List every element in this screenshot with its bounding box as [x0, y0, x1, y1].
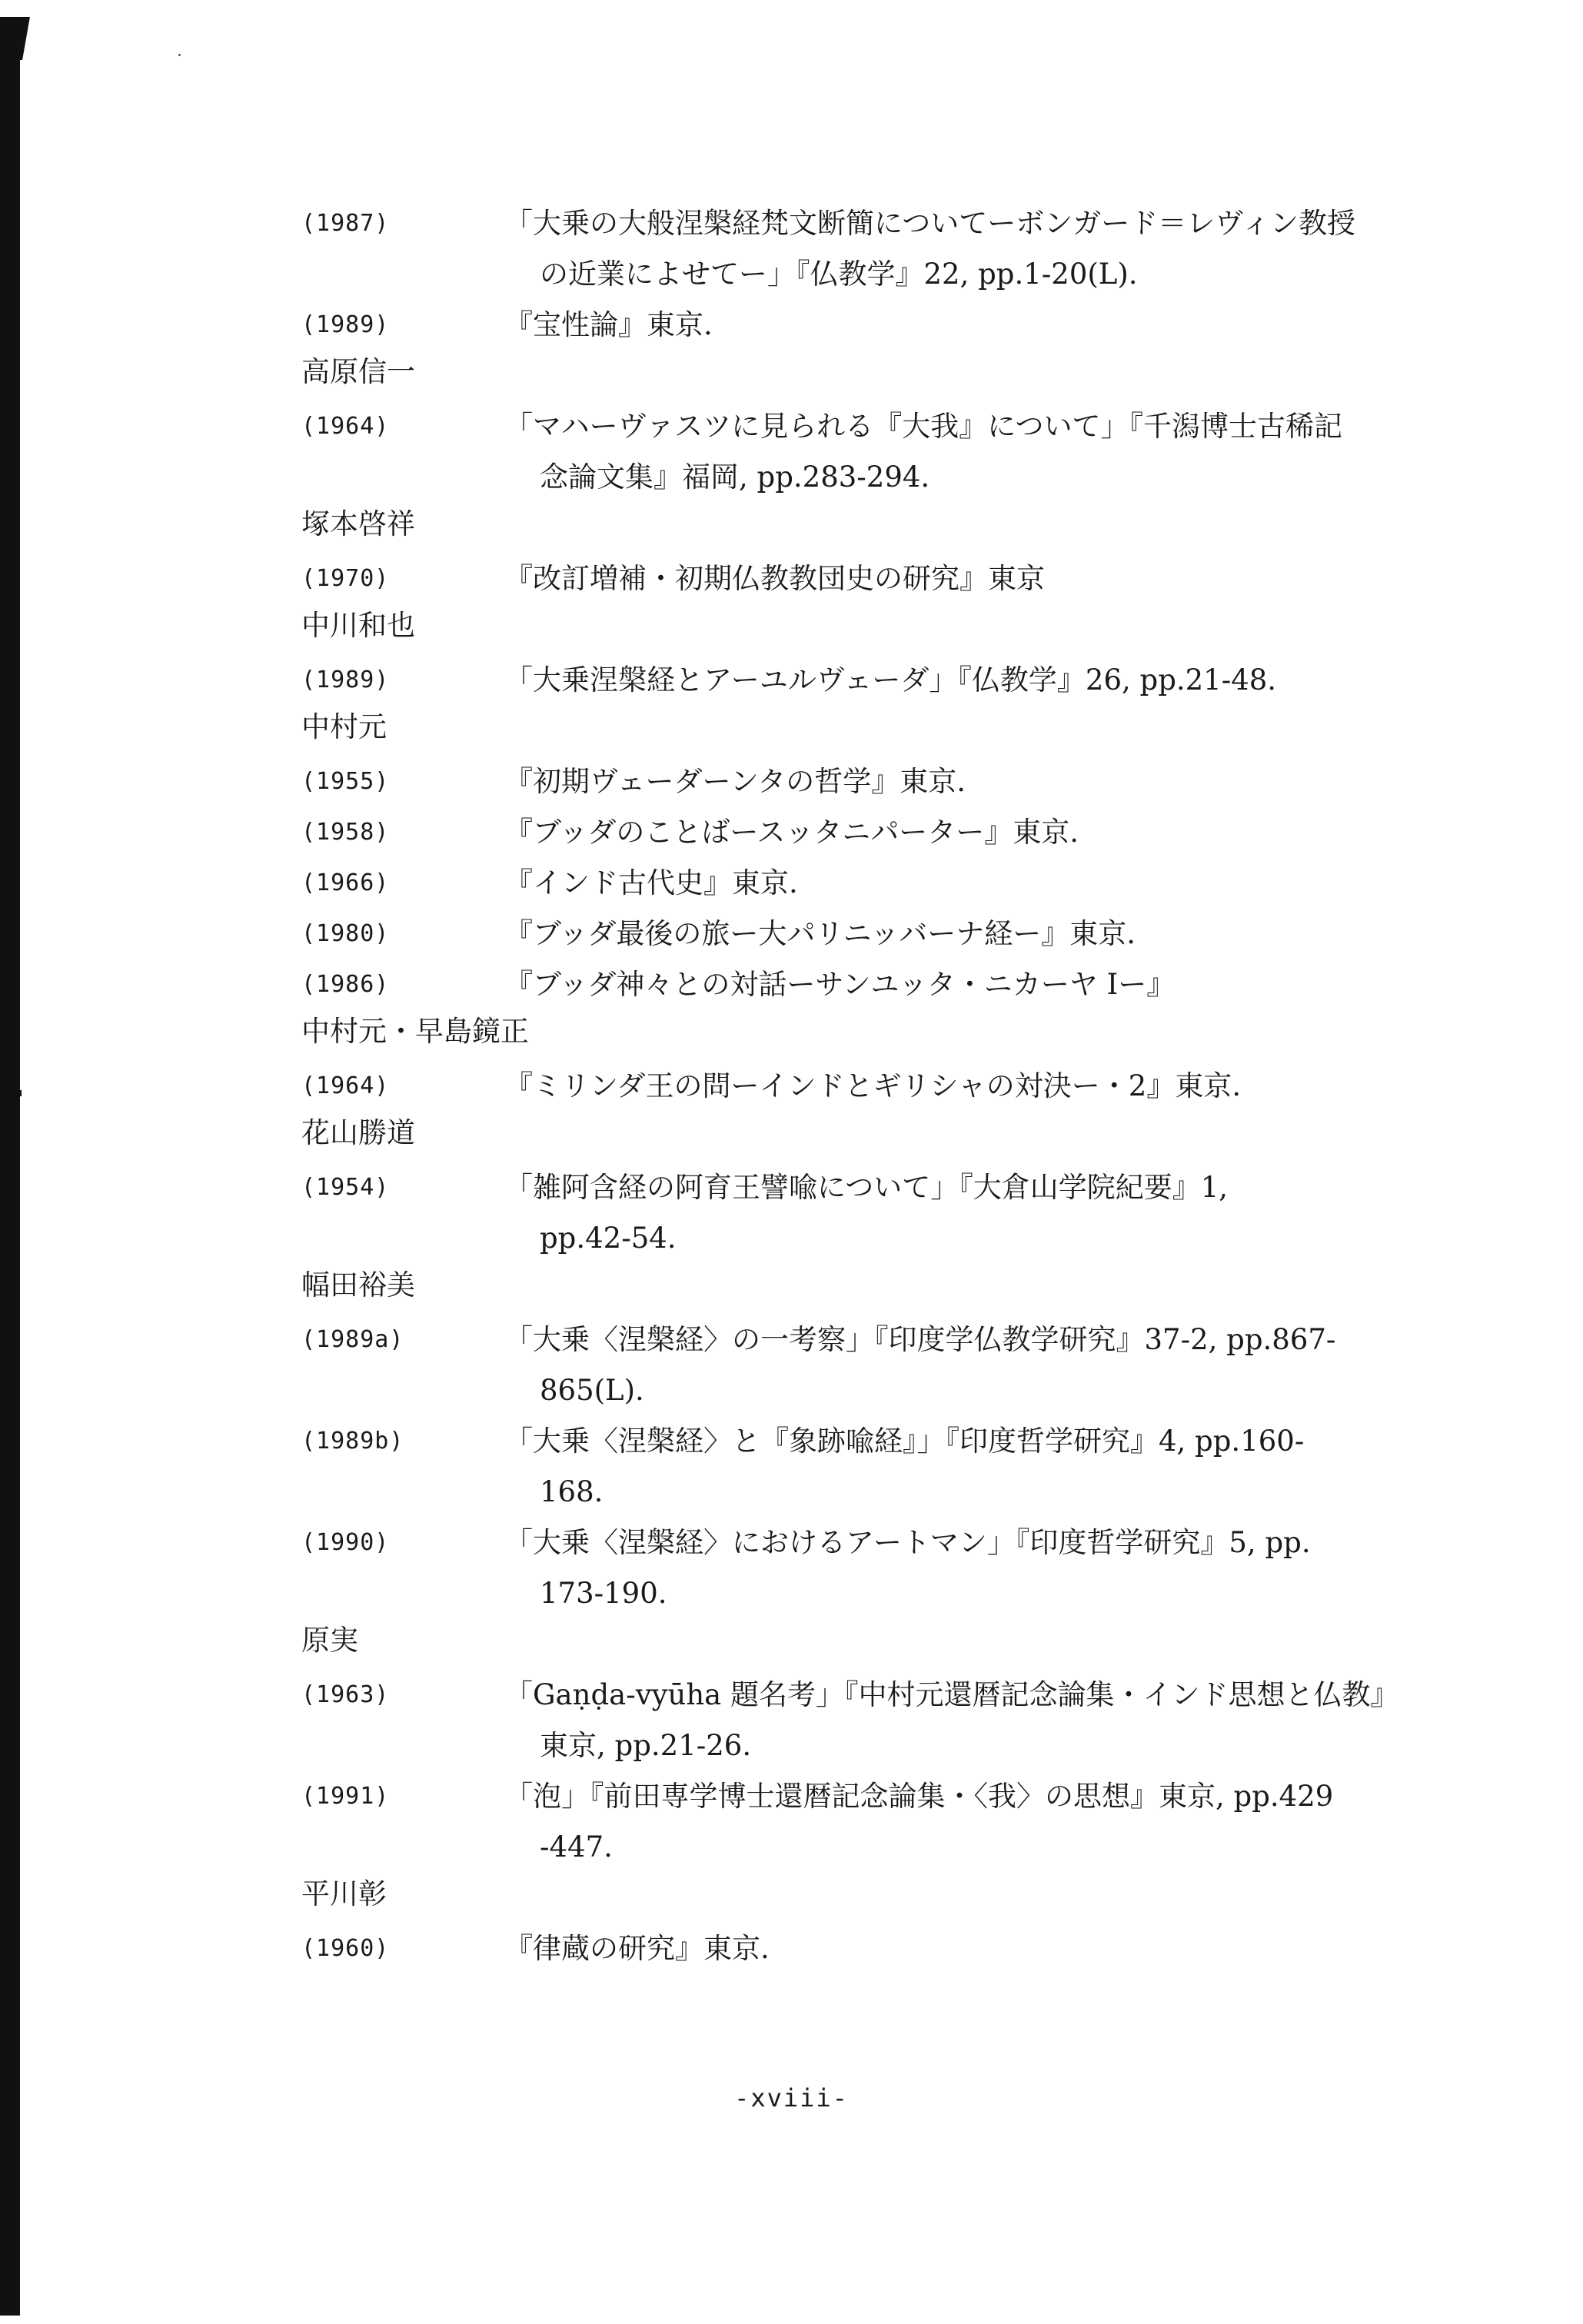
entry-text [504, 1162, 1516, 1264]
entry-text-line: 「泡」『前田専学博士還暦記念論集・〈我〉の思想』東京, pp.429 [504, 1780, 1334, 1813]
author-name: 幅田裕美 [301, 1268, 415, 1302]
scan-edge-shadow [0, 17, 20, 2316]
bibliography-entry [301, 756, 1516, 807]
bibliography-entry [301, 858, 1516, 909]
entry-text-line: 『ブッダのことばースッタニパーター』東京. [504, 816, 1079, 849]
entry-text-line: 『初期ヴェーダーンタの哲学』東京. [504, 765, 966, 798]
author-name: 花山勝道 [301, 1116, 415, 1149]
entry-year: (1958) [301, 819, 390, 846]
bibliography [301, 198, 1516, 1974]
entry-year: (1954) [301, 1174, 390, 1201]
entry-year: (1990) [301, 1529, 390, 1556]
author-name: 塚本啓祥 [301, 507, 415, 540]
author-name: 中村元 [301, 710, 387, 743]
scan-speck [178, 54, 181, 56]
author-name: 中川和也 [301, 609, 415, 642]
entry-text [504, 1315, 1516, 1416]
entry-year: (1980) [301, 920, 390, 947]
entry-year: (1964) [301, 413, 390, 440]
bibliography-entry [301, 1923, 1516, 1974]
scan-mark [14, 1090, 22, 1096]
bibliography-entry [301, 1670, 1516, 1771]
entry-year: (1970) [301, 565, 390, 592]
entry-year: (1966) [301, 869, 390, 896]
entry-text [504, 655, 1516, 706]
entry-text-line: 「大乗の大般涅槃経梵文断簡についてーボンガード＝レヴィン教授 [504, 207, 1356, 240]
entry-text [504, 959, 1516, 1010]
entry-text [504, 1670, 1516, 1771]
bibliography-entry [301, 959, 1516, 1010]
bibliography-entry [301, 1771, 1516, 1873]
author-name: 原実 [301, 1624, 358, 1657]
entry-text-line: 168. [540, 1475, 604, 1508]
bibliography-entry [301, 300, 1516, 351]
entry-text-line: 東京, pp.21-26. [540, 1729, 752, 1762]
author-name: 高原信一 [301, 355, 415, 388]
entry-text [504, 1061, 1516, 1112]
entry-text [504, 1923, 1516, 1974]
entry-text [504, 554, 1516, 604]
bibliography-entry [301, 1162, 1516, 1264]
entry-text [504, 198, 1516, 300]
bibliography-entry [301, 807, 1516, 858]
bibliography-entry [301, 1416, 1516, 1518]
entry-text-line: 『宝性論』東京. [504, 308, 713, 341]
entry-text-line: 「大乗〈涅槃経〉と『象跡喩経』」『印度哲学研究』4, pp.160- [504, 1425, 1305, 1458]
bibliography-entry [301, 198, 1516, 300]
entry-text-line: 念論文集』福岡, pp.283-294. [540, 460, 930, 494]
entry-text [504, 300, 1516, 351]
bibliography-entry [301, 1518, 1516, 1619]
entry-text-line: 『ブッダ神々との対話ーサンユッタ・ニカーヤ Iー』 [504, 968, 1176, 1001]
entry-text-line: 「大乗涅槃経とアーユルヴェーダ」『仏教学』26, pp.21-48. [504, 663, 1277, 697]
entry-text-line: 「マハーヴァスツに見られる『大我』について」『千潟博士古稀記 [504, 410, 1343, 443]
entry-year: (1989a) [301, 1326, 404, 1353]
author-name: 中村元・早島鏡正 [301, 1015, 529, 1048]
entry-text-line: 173-190. [540, 1577, 667, 1610]
entry-text-line: 865(L). [540, 1374, 644, 1407]
entry-text-line: 「Gaṇḍa-vyūha 題名考」『中村元還暦記念論集・インド思想と仏教』 [504, 1678, 1399, 1711]
entry-text [504, 756, 1516, 807]
bibliography-entry [301, 1315, 1516, 1416]
entry-text-line: -447. [540, 1830, 613, 1864]
entry-year: (1986) [301, 971, 390, 998]
page-number: -xviii- [734, 2083, 849, 2113]
entry-text [504, 401, 1516, 503]
entry-text-line: 『インド古代史』東京. [504, 866, 798, 899]
entry-year: (1989) [301, 667, 390, 693]
entry-text-line: 『ミリンダ王の問ーインドとギリシャの対決ー・2』東京. [504, 1069, 1242, 1102]
entry-text-line: の近業によせてー」『仏教学』22, pp.1-20(L). [540, 258, 1138, 291]
entry-text [504, 1416, 1516, 1518]
bibliography-entry [301, 401, 1516, 503]
entry-year: (1987) [301, 210, 390, 237]
entry-text [504, 909, 1516, 959]
author-name: 平川彰 [301, 1877, 387, 1910]
bibliography-entry [301, 909, 1516, 959]
entry-text-line: 「大乗〈涅槃経〉におけるアートマン」『印度哲学研究』5, pp. [504, 1526, 1311, 1559]
entry-year: (1963) [301, 1681, 390, 1708]
entry-year: (1991) [301, 1783, 390, 1810]
entry-text [504, 858, 1516, 909]
entry-year: (1989) [301, 311, 390, 338]
entry-text [504, 807, 1516, 858]
entry-year: (1960) [301, 1935, 390, 1962]
entry-text-line: 『改訂増補・初期仏教教団史の研究』東京 [504, 562, 1045, 595]
bibliography-entry [301, 554, 1516, 604]
entry-year: (1989b) [301, 1428, 404, 1455]
bibliography-entry [301, 1061, 1516, 1112]
entry-text [504, 1771, 1516, 1873]
entry-text [504, 1518, 1516, 1619]
entry-text-line: 『律蔵の研究』東京. [504, 1932, 770, 1965]
entry-text-line: 『ブッダ最後の旅ー大パリニッバーナ経ー』東京. [504, 917, 1136, 950]
entry-text-line: 「雑阿含経の阿育王譬喩について」『大倉山学院紀要』1, [504, 1171, 1229, 1204]
entry-text-line: pp.42-54. [540, 1222, 677, 1255]
bibliography-entry [301, 655, 1516, 706]
entry-year: (1955) [301, 768, 390, 795]
entry-year: (1964) [301, 1072, 390, 1099]
entry-text-line: 「大乗〈涅槃経〉の一考察」『印度学仏教学研究』37-2, pp.867- [504, 1323, 1336, 1356]
